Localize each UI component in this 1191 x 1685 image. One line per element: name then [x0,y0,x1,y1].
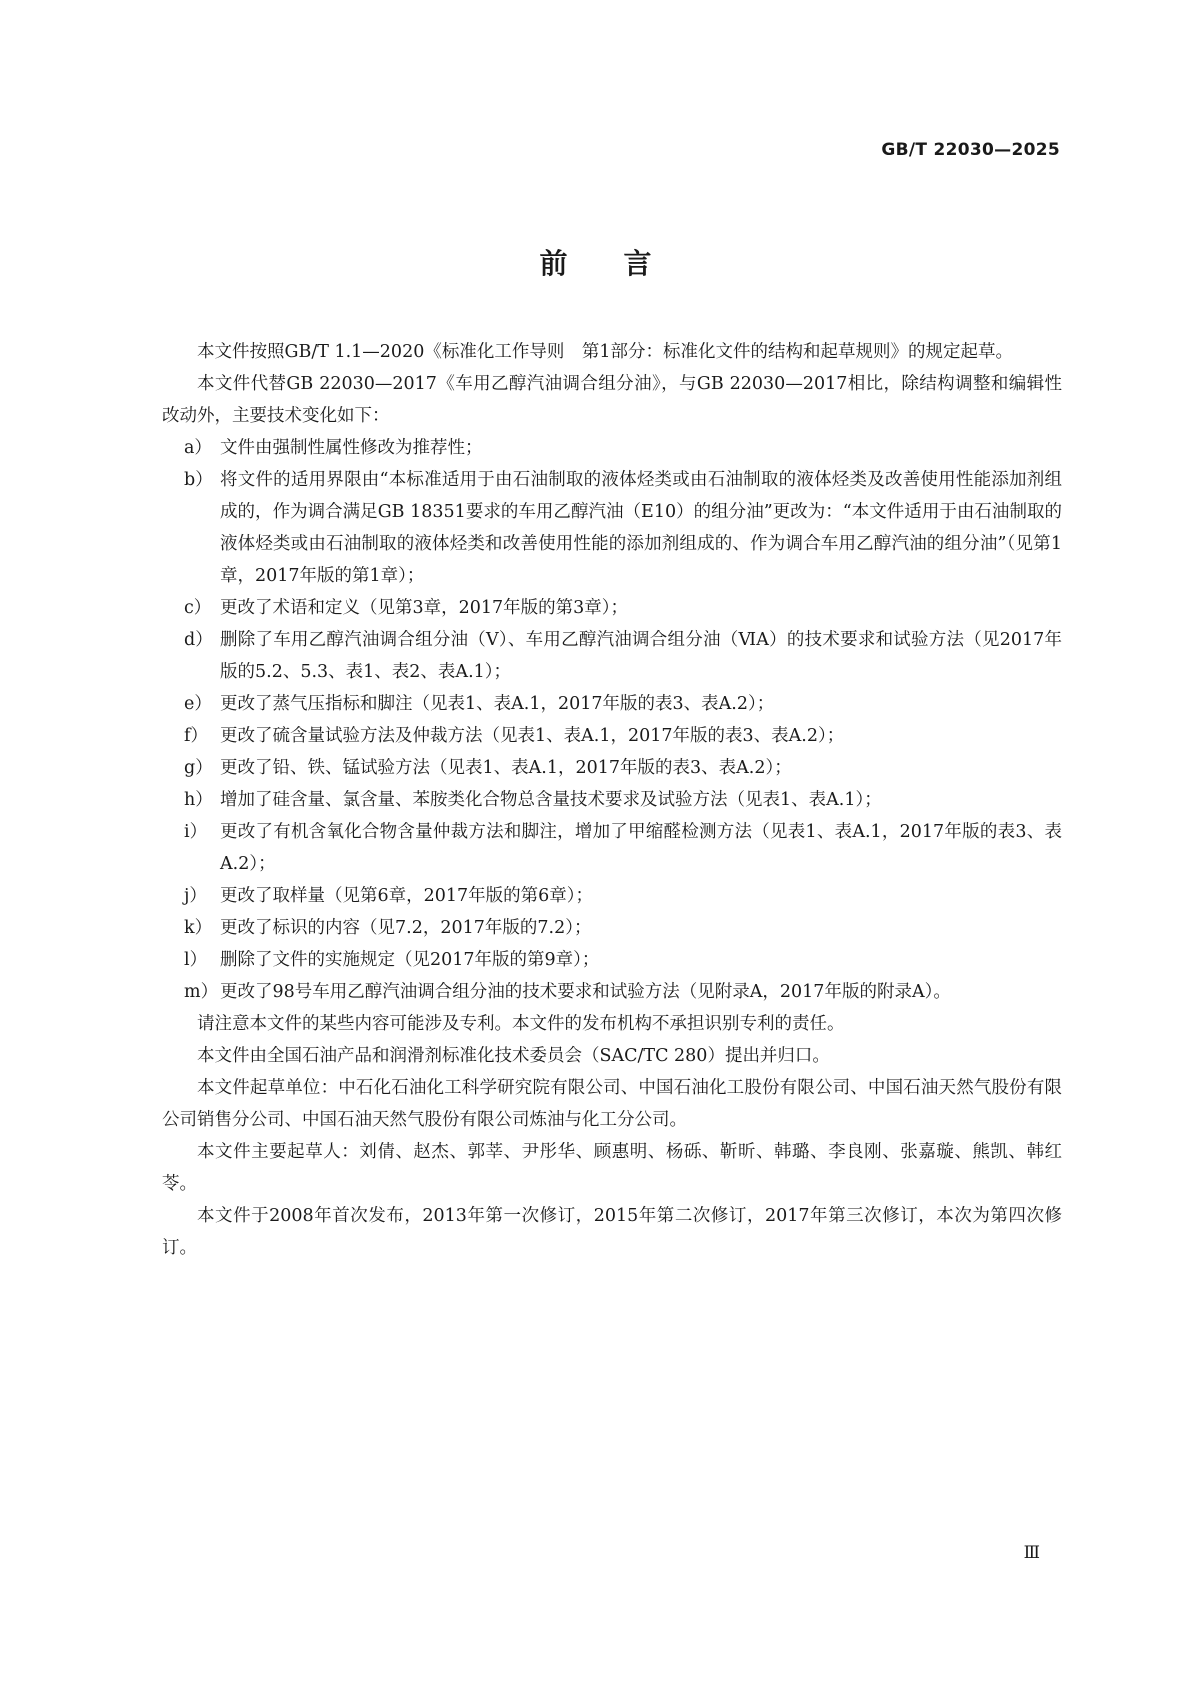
list-item [162,784,1062,816]
list-item [162,592,1062,624]
list-item [162,720,1062,752]
list-item-text: 更改了标识的内容（见7.2，2017年版的7.2）； [220,918,592,938]
list-item-label: l） [184,950,208,970]
list-item-label: d） [184,630,213,650]
list-item [162,688,1062,720]
revision-history-paragraph: 本文件于2008年首次发布，2013年第一次修订，2015年第二次修订，2017年第三次修订，本次为第四次修订。 [162,1206,1062,1258]
drafting-units-paragraph: 本文件起草单位：中石化石油化工科学研究院有限公司、中国石油化工股份有限公司、中国石油天然气股份有限公司销售分公司、中国石油天然气股份有限公司炼油与化工分公司。 [162,1078,1062,1130]
intro-paragraph: 本文件代替GB 22030—2017《车用乙醇汽油调合组分油》，与GB 22030—2017相比，除结构调整和编辑性改动外，主要技术变化如下： [162,374,1062,426]
list-item-label: c） [184,598,212,618]
list-item [162,912,1062,944]
list-item [162,976,1062,1008]
list-item-text: 更改了有机含氧化合物含量仲裁方法和脚注，增加了甲缩醛检测方法（见表1、表A.1，2017年版的表3、表A.2）； [220,822,1062,874]
list-item-text: 删除了车用乙醇汽油调合组分油（Ⅴ）、车用乙醇汽油调合组分油（ⅥA）的技术要求和试验方法（见2017年版的5.2、5.3、表1、表2、表A.1）； [220,630,1062,682]
list-item-label: f） [184,726,208,746]
list-item-label: i） [184,822,208,842]
list-item-text: 文件由强制性属性修改为推荐性； [220,438,483,458]
list-item-text: 增加了硅含量、氯含量、苯胺类化合物总含量技术要求及试验方法（见表1、表A.1）； [220,790,882,810]
list-item-text: 更改了硫含量试验方法及仲裁方法（见表1、表A.1，2017年版的表3、表A.2）； [220,726,845,746]
list-item [162,624,1062,688]
list-item [162,432,1062,464]
list-item-text: 更改了铅、铁、锰试验方法（见表1、表A.1，2017年版的表3、表A.2）； [220,758,792,778]
list-item [162,880,1062,912]
list-item-label: b） [184,470,213,490]
changes-list [162,432,1062,1008]
proposer-paragraph: 本文件由全国石油产品和润滑剂标准化技术委员会（SAC/TC 280）提出并归口。 [197,1046,830,1066]
patent-notice: 请注意本文件的某些内容可能涉及专利。本文件的发布机构不承担识别专利的责任。 [197,1014,845,1034]
list-item-label: e） [184,694,212,714]
list-item-label: j） [184,886,207,906]
intro-paragraph: 本文件按照GB/T 1.1—2020《标准化工作导则 第1部分：标准化文件的结构和起草规则》的规定起草。 [197,342,1013,362]
drafters-paragraph: 本文件主要起草人：刘倩、赵杰、郭莘、尹彤华、顾惠明、杨砾、靳昕、韩璐、李良刚、张嘉璇、熊凯、韩红苓。 [162,1142,1062,1194]
document-body [162,336,1062,1264]
list-item-text: 更改了术语和定义（见第3章，2017年版的第3章）； [220,598,629,618]
list-item-label: a） [184,438,212,458]
standard-code: GB/T 22030—2025 [881,140,1060,160]
list-item [162,464,1062,592]
list-item [162,944,1062,976]
list-item-label: g） [184,758,213,778]
list-item-text: 更改了取样量（见第6章，2017年版的第6章）； [220,886,594,906]
page-title: 前言 [539,247,708,280]
list-item-label: k） [184,918,213,938]
list-item-text: 将文件的适用界限由“本标准适用于由石油制取的液体烃类或由石油制取的液体烃类及改善使用性能添加剂组成的，作为调合满足GB 18351要求的车用乙醇汽油（E10）的组分油”更改为：“本文件适用于由石油制取的液体烃类或由石油制取的液体烃类和改善使用性能的添加剂组成的、作为调合车用乙醇汽油的组分油”（见第1章，2017年版的第1章）； [220,470,1062,586]
list-item [162,752,1062,784]
list-item-text: 删除了文件的实施规定（见2017年版的第9章）； [220,950,600,970]
list-item-text: 更改了蒸气压指标和脚注（见表1、表A.1，2017年版的表3、表A.2）； [220,694,775,714]
list-item-label: m） [184,982,219,1002]
list-item [162,816,1062,880]
list-item-label: h） [184,790,213,810]
page-number: Ⅲ [1023,1543,1040,1563]
list-item-text: 更改了98号车用乙醇汽油调合组分油的技术要求和试验方法（见附录A，2017年版的附录A）。 [220,982,951,1002]
